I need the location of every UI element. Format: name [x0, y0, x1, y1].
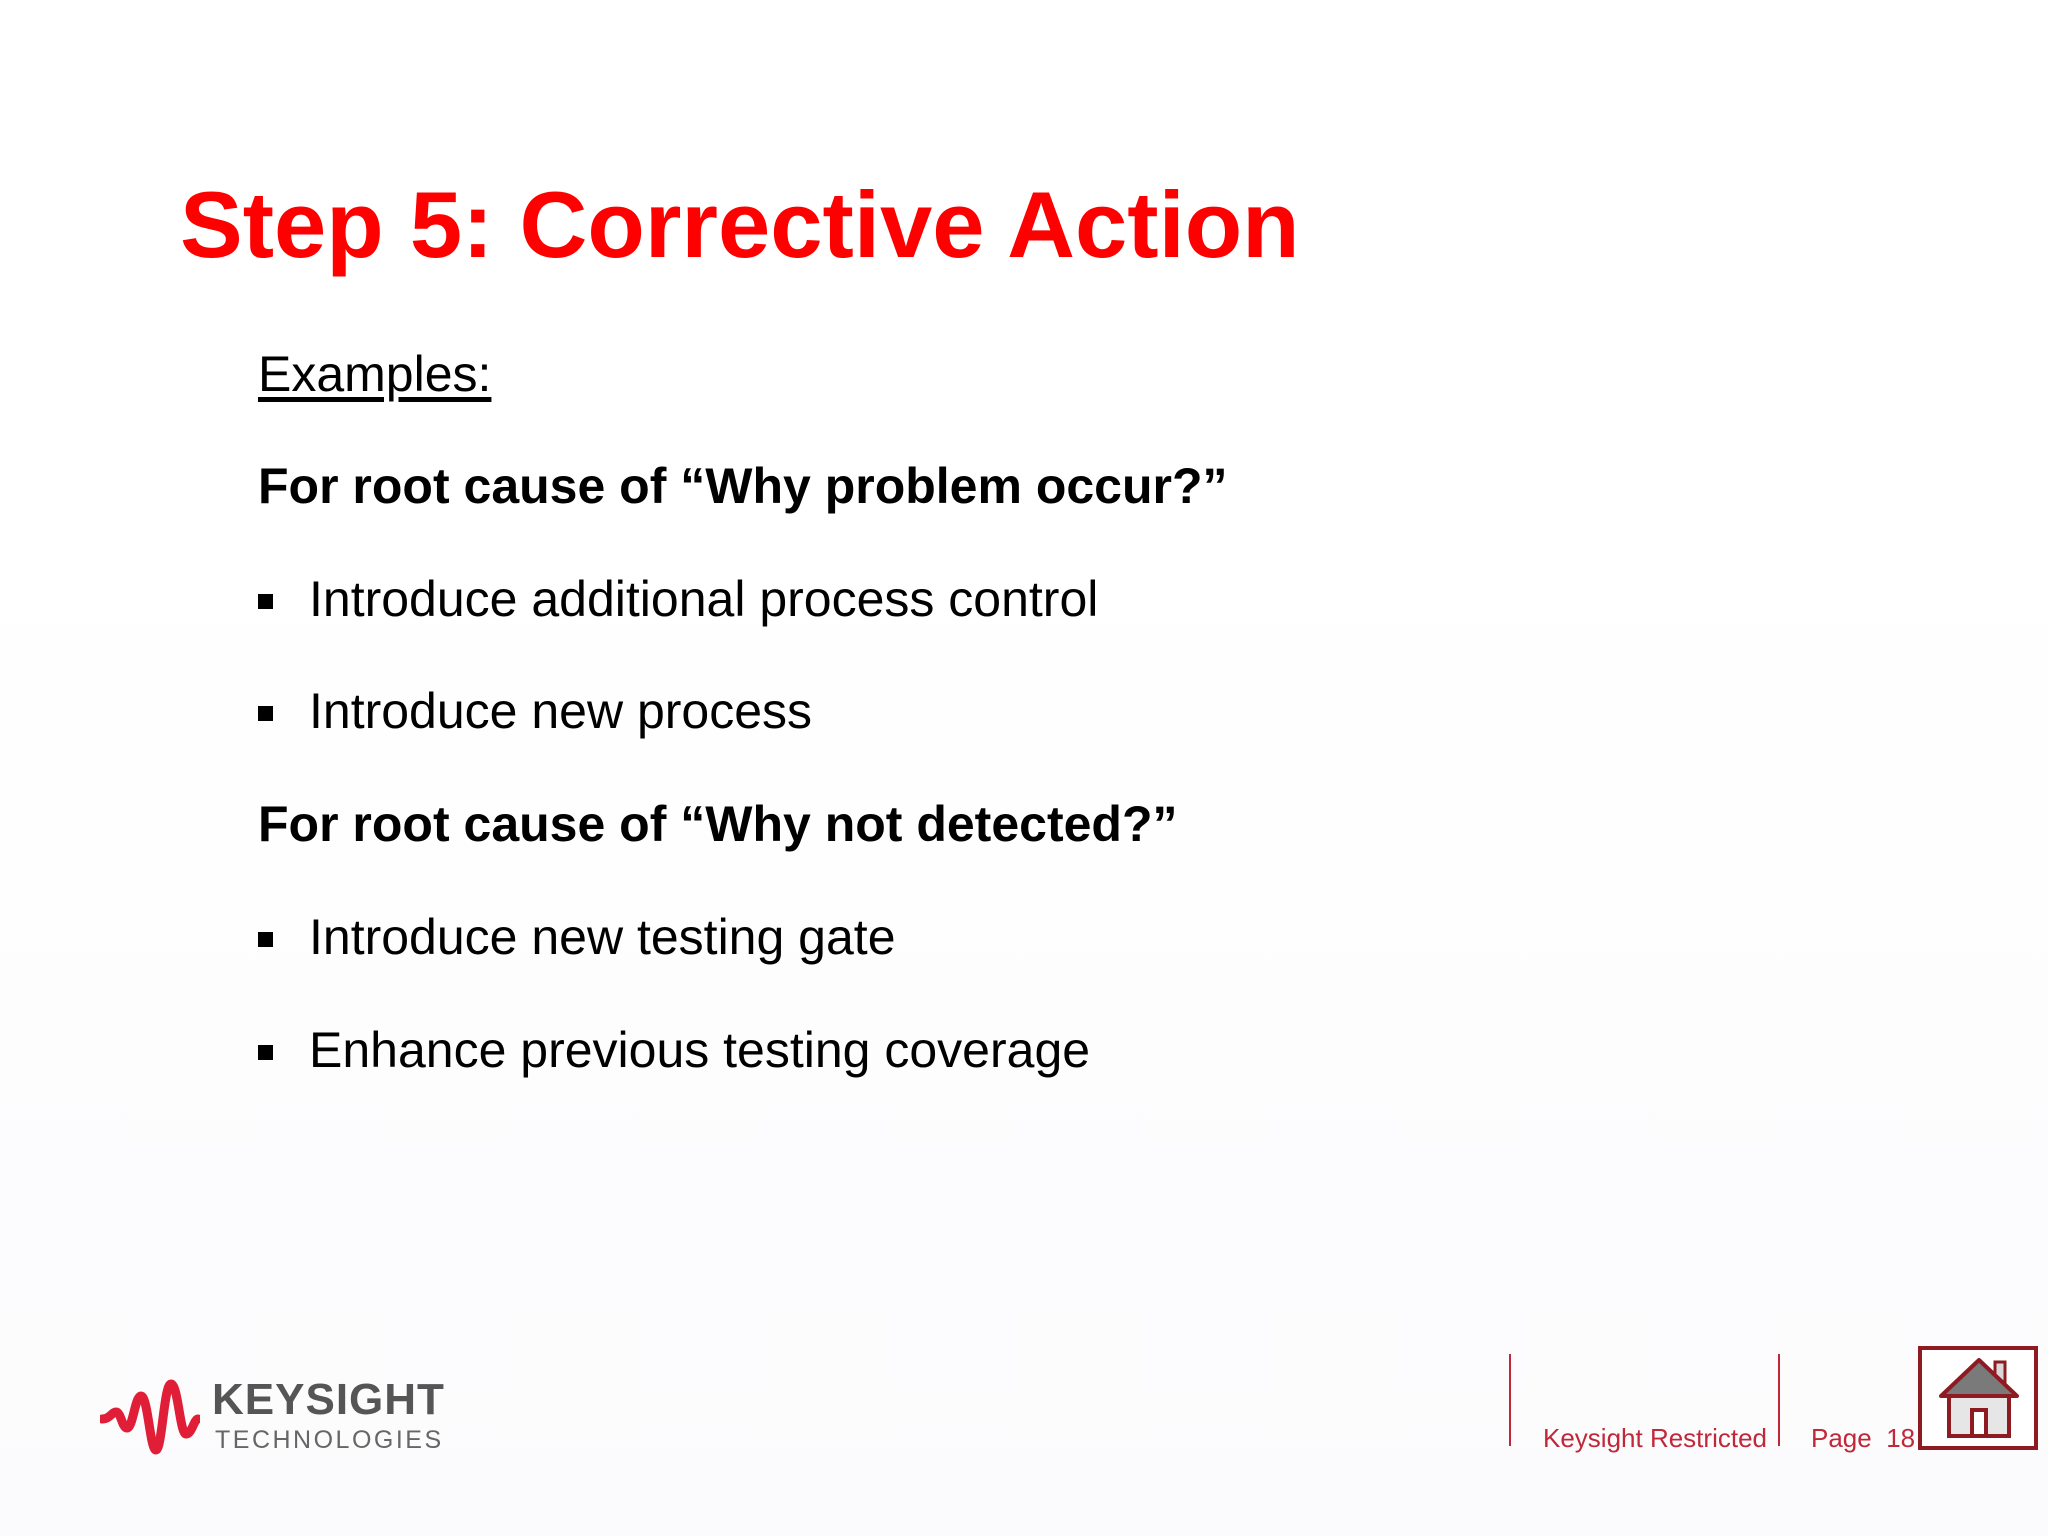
logo-subtitle: TECHNOLOGIES — [215, 1426, 444, 1454]
page-number: 18 — [1886, 1423, 1916, 1453]
bullet-text: Enhance previous testing coverage — [309, 1022, 1091, 1078]
bullet-text: Introduce new testing gate — [309, 909, 896, 965]
bullet-item — [258, 909, 896, 965]
bullet-square-icon — [258, 706, 273, 721]
footer-divider — [1778, 1354, 1780, 1446]
bullet-square-icon — [258, 932, 273, 947]
section-heading-1: For root cause of “Why problem occur?” — [258, 458, 1228, 514]
bullet-item — [258, 1022, 1091, 1078]
bullet-text: Introduce new process — [309, 683, 813, 739]
logo-name: KEYSIGHT — [212, 1375, 445, 1424]
classification-label: Keysight Restricted — [1543, 1423, 1767, 1453]
section-heading-2: For root cause of “Why not detected?” — [258, 796, 1178, 852]
page-label — [1811, 1425, 1915, 1451]
examples-label: Examples: — [258, 346, 492, 402]
bullet-square-icon — [258, 1045, 273, 1060]
bullet-square-icon — [258, 594, 273, 609]
bullet-text: Introduce additional process control — [309, 571, 1099, 627]
page-label-text: Page — [1811, 1423, 1872, 1453]
bullet-item — [258, 571, 1099, 627]
slide-title: Step 5: Corrective Action — [180, 172, 1300, 277]
footer-divider — [1509, 1354, 1511, 1446]
home-icon — [1937, 1358, 2021, 1440]
bullet-item — [258, 683, 813, 739]
keysight-wave-icon — [100, 1372, 200, 1462]
keysight-logo — [100, 1372, 450, 1462]
home-button[interactable] — [1918, 1346, 2038, 1450]
